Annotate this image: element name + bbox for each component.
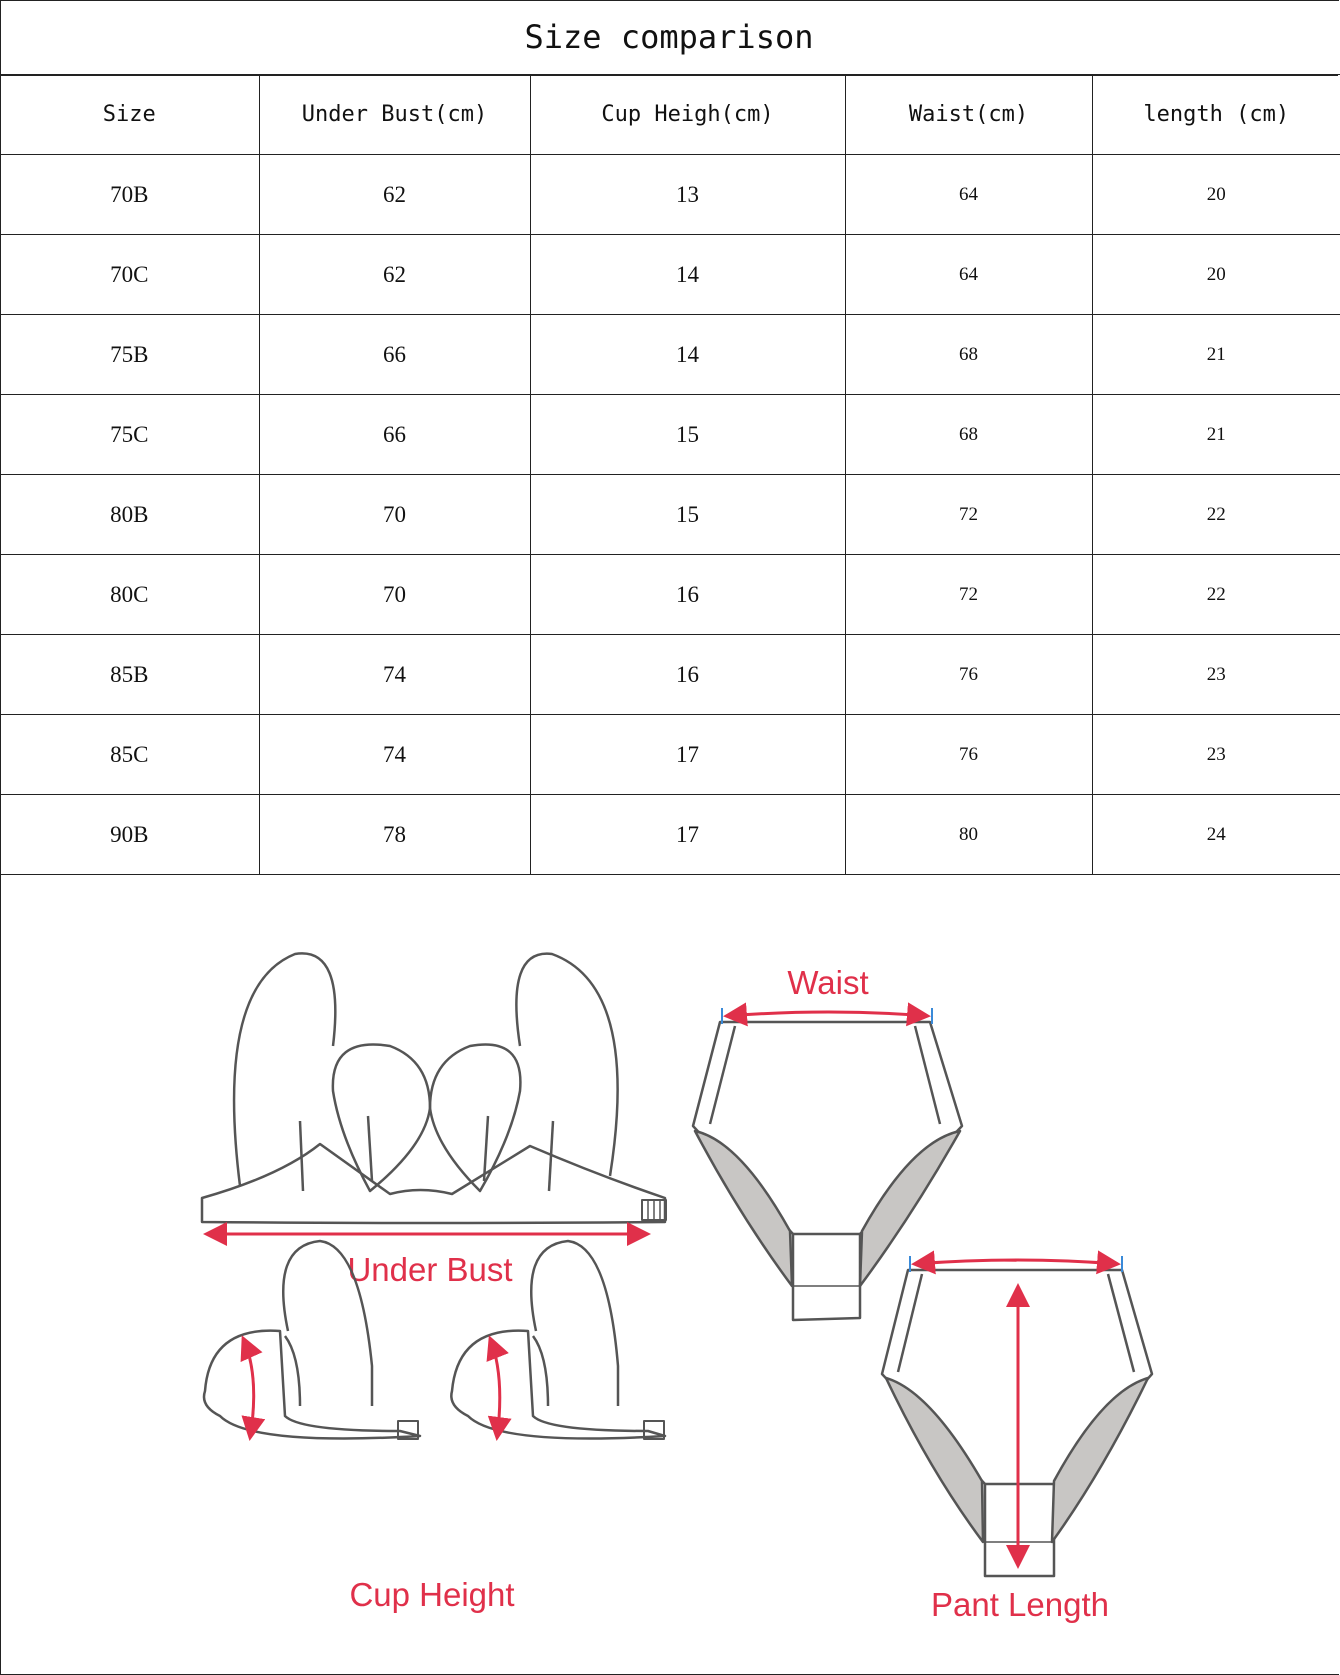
cell-waist: 64 <box>845 235 1092 315</box>
cell-size: 85C <box>0 715 259 795</box>
header-length: length (cm) <box>1092 75 1340 155</box>
table-row <box>0 395 1340 475</box>
cell-cup-height: 16 <box>530 635 845 715</box>
cell-cup-height: 14 <box>530 235 845 315</box>
cell-under-bust: 78 <box>259 795 530 875</box>
label-pant-length: Pant Length <box>931 1586 1109 1623</box>
cell-length: 21 <box>1092 315 1340 395</box>
label-cup-height: Cup Height <box>349 1576 515 1613</box>
cell-size: 75B <box>0 315 259 395</box>
cell-size: 70C <box>0 235 259 315</box>
cup-height-measure-right <box>490 1338 500 1438</box>
table-row <box>0 235 1340 315</box>
cell-waist: 76 <box>845 635 1092 715</box>
cell-size: 90B <box>0 795 259 875</box>
cell-cup-height: 17 <box>530 795 845 875</box>
measurement-diagram <box>0 886 1340 1675</box>
waist-measure-line-2 <box>914 1260 1118 1264</box>
cell-cup-height: 15 <box>530 475 845 555</box>
table-row <box>0 795 1340 875</box>
cell-under-bust: 62 <box>259 155 530 235</box>
cell-waist: 64 <box>845 155 1092 235</box>
cell-cup-height: 17 <box>530 715 845 795</box>
cell-size: 80B <box>0 475 259 555</box>
label-under-bust: Under Bust <box>347 1251 513 1288</box>
table-row <box>0 715 1340 795</box>
cell-cup-height: 13 <box>530 155 845 235</box>
cell-length: 20 <box>1092 235 1340 315</box>
size-table <box>0 74 1340 875</box>
cell-length: 23 <box>1092 715 1340 795</box>
cell-cup-height: 16 <box>530 555 845 635</box>
cell-waist: 68 <box>845 395 1092 475</box>
cell-under-bust: 74 <box>259 635 530 715</box>
cell-waist: 68 <box>845 315 1092 395</box>
table-row <box>0 155 1340 235</box>
cell-under-bust: 70 <box>259 475 530 555</box>
cell-length: 23 <box>1092 635 1340 715</box>
waist-measure-line <box>726 1012 928 1016</box>
cell-under-bust: 66 <box>259 395 530 475</box>
table-header-row <box>0 75 1340 155</box>
cell-under-bust: 62 <box>259 235 530 315</box>
cell-under-bust: 70 <box>259 555 530 635</box>
label-waist: Waist <box>787 964 869 1001</box>
cell-cup-height: 14 <box>530 315 845 395</box>
header-waist: Waist(cm) <box>845 75 1092 155</box>
cell-length: 22 <box>1092 475 1340 555</box>
header-under-bust: Under Bust(cm) <box>259 75 530 155</box>
cell-size: 80C <box>0 555 259 635</box>
cell-cup-height: 15 <box>530 395 845 475</box>
cell-length: 22 <box>1092 555 1340 635</box>
header-size: Size <box>0 75 259 155</box>
table-row <box>0 315 1340 395</box>
cell-size: 70B <box>0 155 259 235</box>
cell-size: 85B <box>0 635 259 715</box>
cell-waist: 72 <box>845 555 1092 635</box>
cell-size: 75C <box>0 395 259 475</box>
table-row <box>0 635 1340 715</box>
cup-height-measure-left <box>243 1338 254 1438</box>
cell-length: 21 <box>1092 395 1340 475</box>
cell-waist: 80 <box>845 795 1092 875</box>
page-title: Size comparison <box>0 0 1338 76</box>
bra-front-illustration <box>202 953 666 1223</box>
cell-waist: 76 <box>845 715 1092 795</box>
header-cup-height: Cup Heigh(cm) <box>530 75 845 155</box>
table-row <box>0 555 1340 635</box>
cell-waist: 72 <box>845 475 1092 555</box>
cell-length: 24 <box>1092 795 1340 875</box>
cell-under-bust: 74 <box>259 715 530 795</box>
cell-length: 20 <box>1092 155 1340 235</box>
cell-under-bust: 66 <box>259 315 530 395</box>
table-row <box>0 475 1340 555</box>
